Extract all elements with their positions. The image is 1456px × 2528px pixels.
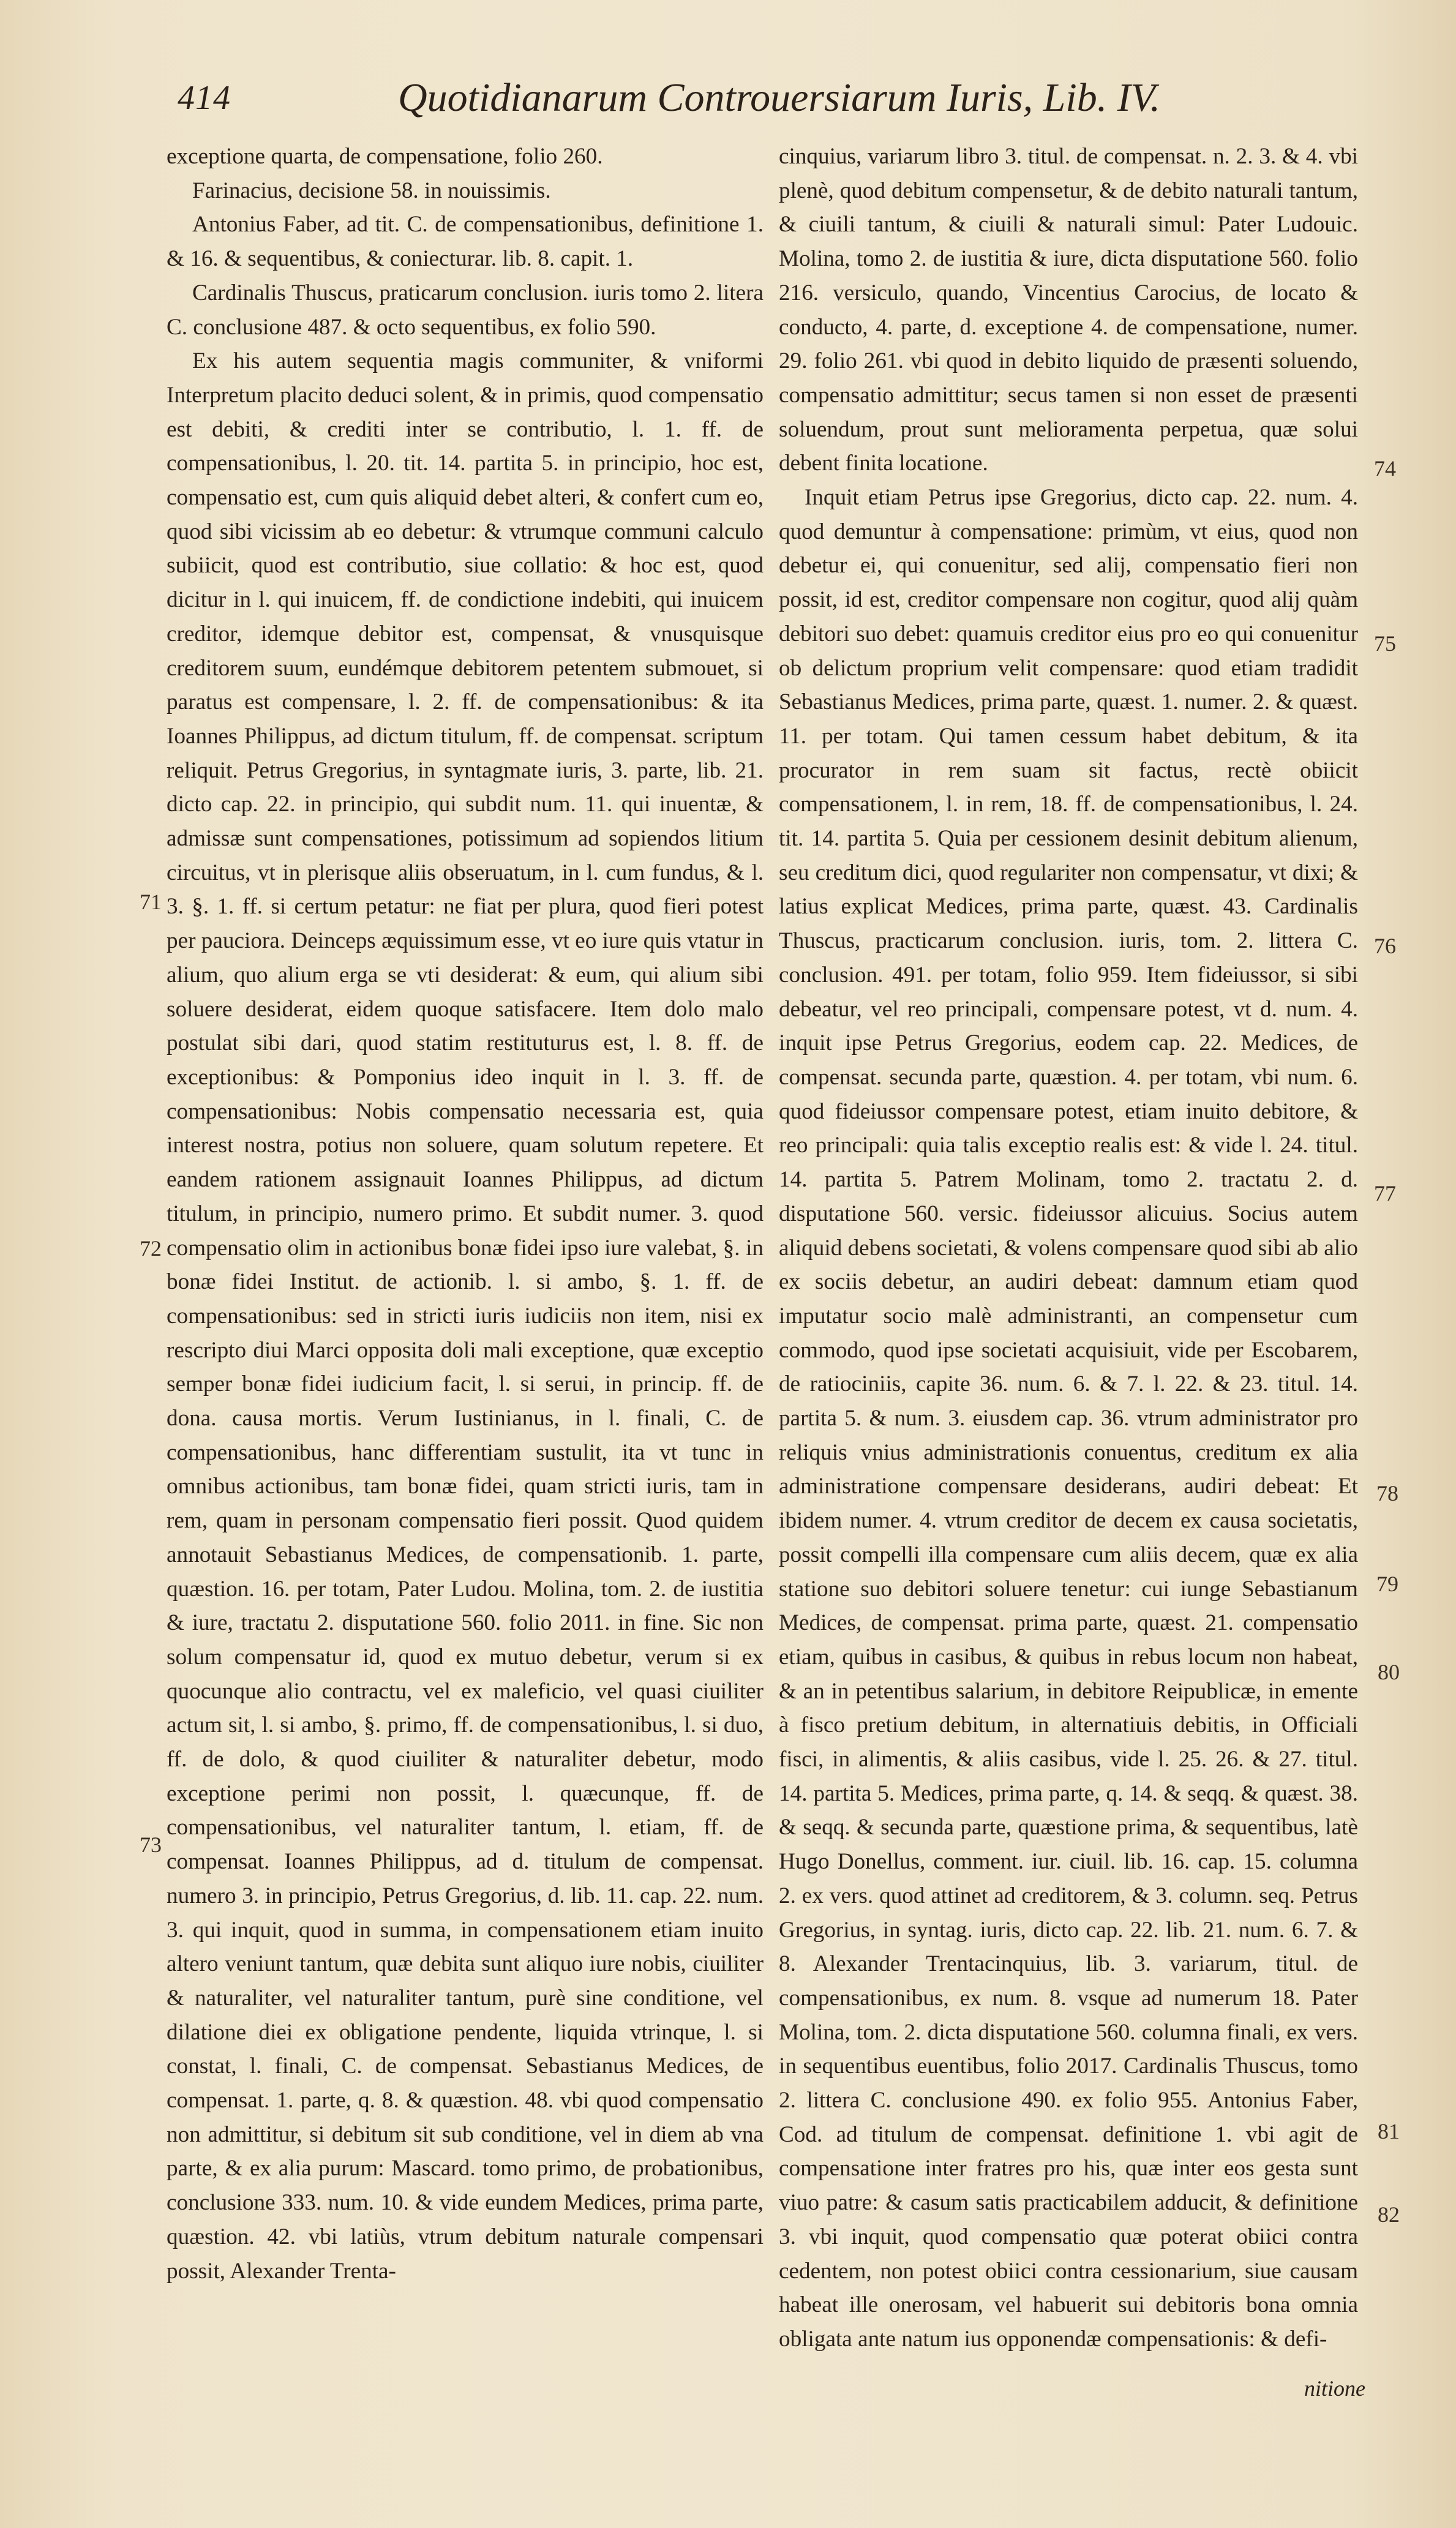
running-title: Quotidianarum Controuersiarum Iuris, Lib. IV. bbox=[398, 75, 1160, 120]
paragraph: Cardinalis Thuscus, praticarum conclusion. iuris tomo 2. litera C. conclusione 487. & octo sequentibus, ex folio 590. bbox=[167, 280, 764, 340]
margin-number: 78 bbox=[1376, 1481, 1398, 1506]
paragraph: Antonius Faber, ad tit. C. de compensationibus, definitione 1. & 16. & sequentibus, & coniecturar. lib. 8. capit. 1. bbox=[167, 212, 764, 272]
paragraph: exceptione quarta, de compensatione, folio 260. bbox=[167, 144, 603, 169]
margin-number: 82 bbox=[1378, 2202, 1400, 2227]
paragraph: cinquius, variarum libro 3. titul. de compensat. n. 2. 3. & 4. vbi plenè, quod debitum compensetur, & de debito naturali tantum, & ciuili tantum, & ciuili & naturali simul: Pater Ludouic. Molina, tomo 2. de iustitia & iure, dicta disputatione 560. folio 216. versiculo, quando, Vincentius Carocius, de locato & conducto, 4. parte, d. exceptione 4. de compensatione, numer. 29. folio 261. vbi quod in debito liquido de præsenti soluendo, compensatio admittitur; secus tamen si non esset de præsenti soluendum, prout sunt melioramenta perpetua, quæ solui debent finita locatione. bbox=[779, 144, 1358, 476]
margin-number: 73 bbox=[140, 1832, 162, 1857]
margin-number: 71 bbox=[140, 890, 162, 914]
paragraph: Inquit etiam Petrus ipse Gregorius, dicto cap. 22. num. 4. quod demuntur à compensatione: primùm, vt eius, quod non debetur ei, qui conuenitur, sed alij, compensatio fieri non possit, id est, creditor compensare non cogitur, quod alij quàm debitori suo debet: quamuis creditor eius pro eo qui conuenitur ob delictum proprium velit compensare: quod etiam tradidit Sebastianus Medices, prima parte, quæst. 1. numer. 2. & quæst. 11. per totam. Qui tamen cessum habet debitum, & ita procurator in rem suam sit factus, rectè obiicit compensationem, l. in rem, 18. ff. de compensationibus, l. 24. tit. 14. partita 5. Quia per cessionem desinit debitum alienum, seu creditum dici, quod regulariter non compensatur, vt dixi; & latius explicat Medices, prima parte, quæst. 43. Cardinalis Thuscus, practicarum conclusion. iuris, tom. 2. littera C. conclusion. 491. per totam, folio 959. Item fideiussor, si sibi debeatur, vel reo principali, compensare potest, vt d. num. 4. inquit ipse Petrus Gregorius, eodem cap. 22. Medices, de compensat. secunda parte, quæstion. 4. per totam, vbi num. 6. quod fideiussor compensare potest, etiam inuito debitore, & reo principali: quia talis exceptio realis est: & vide l. 24. titul. 14. partita 5. Patrem Molinam, tomo 2. tractatu 2. d. disputatione 560. versic. fideiussor alicuius. Socius autem aliquid debens societati, & volens compensare quod sibi ab alio ex sociis debetur, an audiri debeat: damnum etiam quod imputatur socio malè administranti, an compensetur cum commodo, quod ipse societati acquisiuit, vide per Escobarem, de ratiociniis, capite 36. num. 6. & 7. l. 22. & 23. titul. 14. partita 5. & num. 3. eiusdem cap. 36. vtrum administrator pro reliquis vnius administrationis conuentus, creditum ex alia administratione compensare desiderans, audiri debeat: Et ibidem numer. 4. vtrum creditor de decem ex causa societatis, possit compelli illa compensare cum aliis decem, quæ ex alia statione suo debitori soluere tenetur: cui iunge Sebastianum Medices, de compensat. prima parte, quæst. 21. compensatio etiam, quibus in casibus, & quibus in rebus locum non habeat, & an in petentibus salarium, in debitore Reipublicæ, in emente à fisco pretium debitum, in alternatiuis debitis, in Officiali fisci, in alimentis, & aliis casibus, vide l. 25. 26. & 27. titul. 14. partita 5. Medices, prima parte, q. 14. & seqq. & quæst. 38. & seqq. & secunda parte, quæstione prima, & sequentibus, latè Hugo Donellus, comment. iur. ciuil. lib. 16. cap. 15. columna 2. ex vers. quod attinet ad creditorem, & 3. column. seq. Petrus Gregorius, in syntag. iuris, dicto cap. 22. lib. 21. num. 6. 7. & 8. Alexander Trentacinquius, lib. 3. variarum, titul. de compensationibus, ex num. 8. vsque ad numerum 18. Pater Molina, tom. 2. dicta disputatione 560. columna finali, ex vers. in sequentibus euentibus, folio 2017. Cardinalis Thuscus, tomo 2. littera C. conclusione 490. ex folio 955. Antonius Faber, Cod. ad titulum de compensat. definitione 1. vbi agit de compensatione inter fratres pro his, quæ inter eos gesta sunt viuo patre: & casum satis practicabilem adducit, & definitione 3. vbi inquit, quod compensatio quæ poterat obiici contra cedentem, non potest obiici contra cessionarium, siue causam habeat ille onerosam, vel habuerit sui debitoris bona omnia obligata ante natum ius opponendæ compensationis: & defi- bbox=[779, 485, 1358, 2352]
right-column bbox=[779, 140, 1358, 2357]
margin-number: 75 bbox=[1374, 631, 1396, 656]
catchword: nitione bbox=[1304, 2376, 1365, 2401]
margin-number: 72 bbox=[140, 1236, 162, 1261]
margin-number: 74 bbox=[1374, 456, 1396, 481]
paragraph: Farinacius, decisione 58. in nouissimis. bbox=[192, 178, 551, 203]
margin-number: 77 bbox=[1374, 1181, 1396, 1206]
margin-number: 81 bbox=[1378, 2119, 1400, 2144]
margin-number: 76 bbox=[1374, 934, 1396, 958]
page-number: 414 bbox=[178, 79, 231, 117]
margin-number: 80 bbox=[1378, 1660, 1400, 1684]
page-header bbox=[178, 75, 1329, 127]
margin-number: 79 bbox=[1376, 1572, 1398, 1596]
paragraph: Ex his autem sequentia magis communiter, & vniformi Interpretum placito deduci solent, & in primis, quod compensatio est debiti, & crediti inter se contributio, l. 1. ff. de compensationibus, l. 20. tit. 14. partita 5. in principio, hoc est, compensatio est, cum quis aliquid debet alteri, & confert cum eo, quod sibi vicissim ab eo debetur: & vtrumque communi calculo subiicit, quod est contributio, siue collatio: & hoc est, quod dicitur in l. qui inuicem, ff. de condictione indebiti, qui inuicem creditor, idemque debitor est, compensat, & vnusquisque creditorem suum, eundémque debitorem petentem submouet, si paratus est compensare, l. 2. ff. de compensationibus: & ita Ioannes Philippus, ad dictum titulum, ff. de compensat. scriptum reliquit. Petrus Gregorius, in syntagmate iuris, 3. parte, lib. 21. dicto cap. 22. in principio, qui subdit num. 11. qui inuentæ, & admissæ sunt compensationes, potissimum ad sopiendos litium circuitus, vt in plerisque aliis obseruatum, in l. cum fundus, & l. 3. §. 1. ff. si certum petatur: ne fiat per plura, quod fieri potest per pauciora. Deinceps æquissimum esse, vt eo iure quis vtatur in alium, quo alium erga se vti desiderat: & eum, qui alium sibi soluere desiderat, eidem quoque satisfacere. Item dolo malo postulat sibi dari, quod statim restituturus est, l. 8. ff. de exceptionibus: & Pomponius ideo inquit in l. 3. ff. de compensationibus: Nobis compensatio necessaria est, quia interest nostra, potius non soluere, quam solutum repetere. Et eandem rationem assignauit Ioannes Philippus, ad dictum titulum, in principio, numero primo. Et subdit numer. 3. quod compensatio olim in actionibus bonæ fidei ipso iure valebat, §. in bonæ fidei Institut. de actionib. l. si ambo, §. 1. ff. de compensationibus: sed in stricti iuris iudiciis non item, nisi ex rescripto diui Marci opposita doli mali exceptione, quæ exceptio semper bonæ fidei iudicium facit, l. si serui, in princip. ff. de dona. causa mortis. Verum Iustinianus, in l. finali, C. de compensationibus, hanc differentiam sustulit, ita vt tunc in omnibus actionibus, tam bonæ fidei, quam stricti iuris, tam in rem, quam in personam compensatio fieri possit. Quod quidem annotauit Sebastianus Medices, de compensationib. 1. parte, quæstion. 16. per totam, Pater Ludou. Molina, tom. 2. de iustitia & iure, tractatu 2. disputatione 560. folio 2011. in fine. Sic non solum compensatur id, quod ex mutuo debetur, verum si ex quocunque alio contractu, vel ex maleficio, vel quasi ciuiliter actum sit, l. si ambo, §. primo, ff. de compensationibus, l. si duo, ff. de dolo, & quod ciuiliter & naturaliter debetur, modo exceptione perimi non possit, l. quæcunque, ff. de compensationibus, vel naturaliter tantum, l. etiam, ff. de compensat. Ioannes Philippus, ad d. titulum de compensat. numero 3. in principio, Petrus Gregorius, d. lib. 11. cap. 22. num. 3. qui inquit, quod in summa, in compensationem etiam inuito altero veniunt tantum, quæ debita sunt aliquo iure nobis, ciuiliter & naturaliter, vel naturaliter tantum, purè sine conditione, vel dilatione diei ex obligatione pendente, liquida vtrinque, l. si constat, l. finali, C. de compensat. Sebastianus Medices, de compensat. 1. parte, q. 8. & quæstion. 48. vbi quod compensatio non admittitur, si debitum sit sub conditione, vel in diem ab vna parte, & ex alia purum: Mascard. tomo primo, de probationibus, conclusione 333. num. 10. & vide eundem Medices, prima parte, quæstion. 42. vbi latiùs, vtrum debitum naturale compensari possit, Alexander Trenta- bbox=[167, 348, 764, 2284]
left-column bbox=[167, 140, 764, 2288]
